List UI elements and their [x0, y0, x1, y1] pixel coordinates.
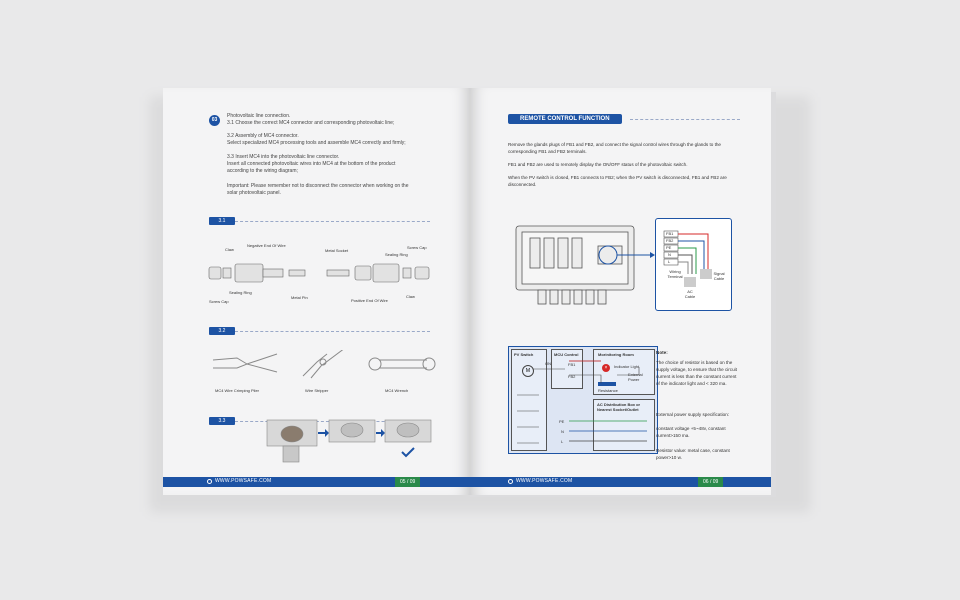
- insert-mc4-illustration: [263, 416, 443, 466]
- tag-3-3: 3.3: [209, 417, 235, 425]
- terminal-label: N: [668, 252, 671, 257]
- section-divider: [630, 119, 740, 120]
- instruction-line: 3.2 Assembly of MC4 connector.: [227, 133, 299, 139]
- ac-cable-label: AC Cable: [684, 289, 696, 299]
- label-metal-pin: Metal Pin: [291, 295, 308, 300]
- section-title: REMOTE CONTROL FUNCTION: [508, 114, 622, 124]
- label-negative-end: Negative End Of Wire: [247, 243, 286, 248]
- label-sealing-ring: Sealing Ring: [229, 290, 252, 295]
- resistance-label: Resistance: [598, 388, 618, 393]
- mc4-connector-illustration: [207, 253, 437, 293]
- external-power-label: External Power: [628, 372, 643, 382]
- enclosure-illustration: [510, 218, 670, 318]
- l-label: L: [561, 439, 564, 444]
- note-text: Resistor value: metal case, constant power>10 w.: [656, 448, 730, 460]
- tag-3-1: 3.1: [209, 217, 235, 225]
- terminal-label: FB1: [666, 231, 674, 236]
- instruction-line: Select specialized MC4 processing tools and assemble MC4 correctly and firmly;: [227, 140, 406, 146]
- note-text: constant voltage +5~48v, constant current>150 ma.: [656, 426, 726, 438]
- footer-url: WWW.POWSAFE.COM: [516, 478, 573, 484]
- tag-3-2: 3.2: [209, 327, 235, 335]
- tag-divider: [235, 221, 430, 222]
- instruction-line: 3.1 Choose the correct MC4 connector and corresponding photovoltaic line;: [227, 120, 395, 126]
- ac-distribution-label: AC Distribution Box or Nearest Socket/Outlet: [597, 402, 641, 412]
- paragraph: When the PV switch is closed, FB1 connects to FB2; when the PV switch is disconnected, FB1 and FB2 are disconnected.: [508, 175, 727, 187]
- mcu-label: MCU Control: [554, 352, 579, 357]
- paragraph: FB1 and FB2 are used to remotely display the ON/OFF status of the photovoltaic switch.: [508, 162, 688, 167]
- n-label: N: [561, 429, 564, 434]
- globe-icon: [508, 479, 513, 484]
- left-footer: [163, 477, 470, 487]
- instruction-line: solar photovoltaic panel.: [227, 190, 281, 196]
- instruction-line: Photovoltaic line connection.: [227, 113, 291, 119]
- terminal-label: PE: [666, 245, 672, 250]
- instruction-line: Insert all connected photovoltaic wires into MC4 at the bottom of the product: [227, 161, 396, 167]
- note-heading: Note:: [656, 350, 668, 355]
- tool-label: Wire Stripper: [305, 388, 329, 393]
- instruction-line: Important: Please remember not to disconnect the connector when working on the: [227, 183, 409, 189]
- note-text: External power supply specification:: [656, 412, 730, 417]
- left-page: [163, 88, 470, 495]
- on-label: ON: [545, 361, 551, 366]
- right-page: [470, 88, 771, 495]
- schematic-wires: [509, 347, 657, 453]
- fb2-label: FB2: [568, 374, 576, 379]
- label-claw: Claw: [406, 294, 415, 299]
- wiring-terminal-label: Wiring Terminal: [667, 269, 683, 279]
- tag-divider: [235, 331, 430, 332]
- page-number: 06 / 09: [698, 477, 723, 487]
- tool-label: MC4 Wrench: [385, 388, 409, 393]
- instruction-line: 3.3 Insert MC4 into the photovoltaic line connector.: [227, 154, 340, 160]
- page-number: 05 / 09: [395, 477, 420, 487]
- label-positive-end: Positive End Of Wire: [351, 298, 388, 303]
- label-metal-socket: Metal Socket: [325, 248, 349, 253]
- terminal-detail-panel: [655, 218, 732, 311]
- paragraph: Remove the glands plugs of FB1 and FB2, and connect the signal control wires through the glands to the corresponding FB1 and FB2 terminals.: [508, 142, 721, 154]
- monitoring-label: Morinitoring Room: [598, 352, 634, 357]
- indicator-light-label: Indicator Light: [614, 364, 640, 369]
- label-screw-cap: Screw Cap: [209, 299, 229, 304]
- tools-illustration: [207, 350, 437, 384]
- wiring-schematic: [508, 346, 658, 454]
- pe-label: PE: [559, 419, 565, 424]
- label-sealing-ring: Sealing Ring: [385, 252, 408, 257]
- step-badge: 03: [209, 115, 220, 126]
- terminal-label: FB2: [666, 238, 674, 243]
- footer-url: WWW.POWSAFE.COM: [215, 478, 272, 484]
- pv-switch-label: PV Switch: [514, 352, 534, 357]
- terminal-label: L: [668, 259, 671, 264]
- label-claw: Claw: [225, 247, 234, 252]
- signal-cable-label: Signal Cable: [713, 271, 725, 281]
- fb1-label: FB1: [568, 362, 576, 367]
- note-text: The choice of resistor is based on the supply voltage, to ensure that the circuit current is less than the constant current of the indicator light and < 320 ma.: [656, 360, 737, 386]
- tool-label: MC4 Wire Crimping Plier: [215, 388, 260, 393]
- globe-icon: [207, 479, 212, 484]
- right-footer: [470, 477, 771, 487]
- motor-icon: M: [522, 365, 534, 377]
- instruction-line: according to the wiring diagram;: [227, 168, 298, 174]
- indicator-light-icon: ×: [602, 364, 610, 372]
- label-screw-cap: Screw Cap: [407, 245, 427, 250]
